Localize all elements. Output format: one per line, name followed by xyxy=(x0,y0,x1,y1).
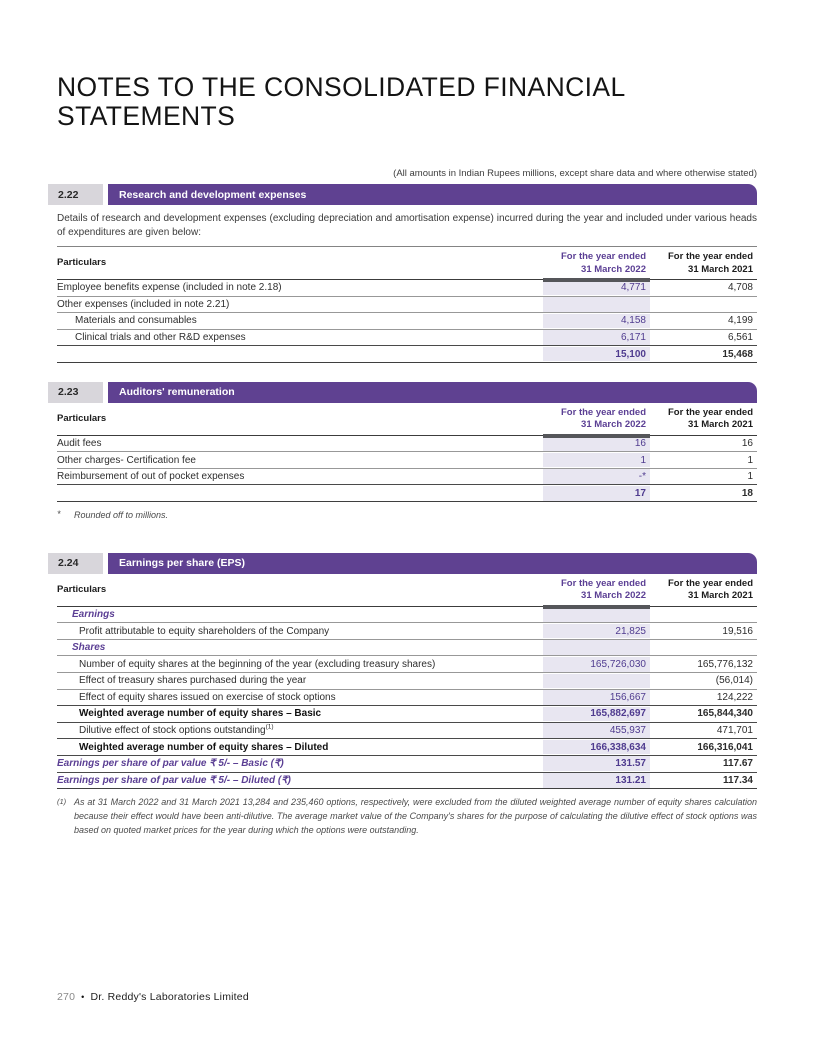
table-row xyxy=(57,756,757,773)
value-2022: 166,338,634 xyxy=(543,740,650,755)
value-2021: 18 xyxy=(741,487,753,499)
row-label: Number of equity shares at the beginning of the year (excluding treasury shares) xyxy=(79,658,436,670)
table-total-row xyxy=(57,346,757,363)
section-header-bar xyxy=(48,184,757,205)
row-label: Other expenses (included in note 2.21) xyxy=(57,298,230,310)
table-row xyxy=(57,739,757,756)
value-2021: (56,014) xyxy=(715,675,753,687)
value-2021: 471,701 xyxy=(716,725,753,737)
row-label: Profit attributable to equity shareholders of the Company xyxy=(79,625,330,637)
section-header-bar xyxy=(48,382,757,403)
column-header-2022: For the year ended 31 March 2022 xyxy=(561,577,646,602)
row-label: Effect of equity shares issued on exercise of stock options xyxy=(79,691,336,703)
table-row xyxy=(57,330,757,347)
value-2022: 165,726,030 xyxy=(543,657,650,672)
column-header-2022: For the year ended 31 March 2022 xyxy=(561,406,646,431)
auditors-remuneration-table xyxy=(57,403,757,502)
value-2021: 4,199 xyxy=(727,315,753,327)
value-2021: 117.67 xyxy=(722,758,753,770)
table-subheading-row xyxy=(57,607,757,624)
row-label: Weighted average number of equity shares – Diluted xyxy=(79,741,329,753)
value-2022: 6,171 xyxy=(543,330,650,345)
value-2022: 4,771 xyxy=(543,280,650,295)
section-number: 2.23 xyxy=(48,382,103,403)
rnd-expenses-table xyxy=(57,246,757,363)
row-label: Dilutive effect of stock options outstanding$^{(1)}$ xyxy=(79,723,274,737)
footnote-rounded-off xyxy=(57,509,757,523)
value-2022: 4,158 xyxy=(543,314,650,329)
value-2021: 6,561 xyxy=(727,332,753,344)
section-earnings-per-share xyxy=(48,553,757,838)
section-heading: Earnings per share (EPS) xyxy=(108,553,757,574)
row-label: Materials and consumables xyxy=(75,315,197,327)
column-header-particulars: Particulars xyxy=(57,413,107,425)
value-2022 xyxy=(543,297,650,312)
table-row xyxy=(57,706,757,723)
value-2022: 165,882,697 xyxy=(543,707,650,722)
value-2021: 4,708 xyxy=(727,282,753,294)
column-2022-highlight-bar xyxy=(543,605,650,609)
value-2021: 124,222 xyxy=(716,691,753,703)
table-row xyxy=(57,297,757,314)
value-2022: 156,667 xyxy=(543,690,650,705)
value-2021: 165,776,132 xyxy=(697,658,753,670)
row-label: Audit fees xyxy=(57,437,102,449)
table-row xyxy=(57,280,757,297)
value-2022 xyxy=(543,674,650,689)
value-2021: 19,516 xyxy=(722,625,753,637)
bullet-separator-icon: • xyxy=(81,992,85,1002)
value-2022: 16 xyxy=(543,436,650,451)
table-row xyxy=(57,313,757,330)
column-header-2021: For the year ended 31 March 2021 xyxy=(668,251,753,275)
value-2022: 1 xyxy=(543,453,650,468)
table-row xyxy=(57,469,757,486)
table-row xyxy=(57,773,757,790)
column-2022-highlight-bar xyxy=(543,278,650,282)
table-total-row xyxy=(57,485,757,502)
table-header-row xyxy=(57,574,757,607)
value-2022: 455,937 xyxy=(543,723,650,738)
page-footer xyxy=(57,991,249,1003)
value-2022: -* xyxy=(543,469,650,484)
table-row xyxy=(57,690,757,707)
table-subheading-row xyxy=(57,640,757,657)
eps-table xyxy=(57,574,757,789)
section-research-development xyxy=(48,184,757,363)
page-content xyxy=(48,0,757,838)
section-heading: Research and development expenses xyxy=(108,184,757,205)
row-label: Earnings per share of par value ₹ 5/- – Basic (₹) xyxy=(57,758,284,770)
amounts-note: (All amounts in Indian Rupees millions, except share data and where otherwise stated) xyxy=(393,168,757,180)
value-2022 xyxy=(543,607,650,622)
value-2022: 131.57 xyxy=(543,756,650,771)
column-header-2022: For the year ended 31 March 2022 xyxy=(561,251,646,275)
column-header-2021: For the year ended 31 March 2021 xyxy=(668,406,753,431)
value-2021: 1 xyxy=(747,454,753,466)
column-header-particulars: Particulars xyxy=(57,257,107,269)
value-2022: 17 xyxy=(543,486,650,501)
table-row xyxy=(57,623,757,640)
row-label: Clinical trials and other R&D expenses xyxy=(75,332,246,344)
value-2021: 165,844,340 xyxy=(697,708,753,720)
row-label: Effect of treasury shares purchased during the year xyxy=(79,675,307,687)
footnote-marker: (1) xyxy=(57,797,67,807)
table-row xyxy=(57,673,757,690)
section-number: 2.22 xyxy=(48,184,103,205)
page-number: 270 xyxy=(57,991,76,1003)
column-header-2021: For the year ended 31 March 2021 xyxy=(668,577,753,602)
column-header-particulars: Particulars xyxy=(57,584,107,596)
footnote-anti-dilutive xyxy=(57,796,757,838)
table-row xyxy=(57,723,757,740)
table-header-row xyxy=(57,403,757,436)
row-label: Weighted average number of equity shares – Basic xyxy=(79,708,322,720)
value-2022: 15,100 xyxy=(543,347,650,362)
table-row xyxy=(57,656,757,673)
value-2021: 117.34 xyxy=(722,774,753,786)
page-title: NOTES TO THE CONSOLIDATED FINANCIAL STATEMENTS xyxy=(57,72,625,132)
section-auditors-remuneration xyxy=(48,382,757,523)
column-2022-highlight-bar xyxy=(543,434,650,438)
row-label: Earnings xyxy=(72,608,115,620)
value-2022: 131.21 xyxy=(543,773,650,788)
row-label: Earnings per share of par value ₹ 5/- – Diluted (₹) xyxy=(57,774,291,786)
value-2021: 166,316,041 xyxy=(697,741,753,753)
row-label: Employee benefits expense (included in note 2.18) xyxy=(57,282,282,294)
table-row xyxy=(57,436,757,453)
row-label: Other charges- Certification fee xyxy=(57,454,196,466)
value-2021: 1 xyxy=(747,471,753,483)
section-number: 2.24 xyxy=(48,553,103,574)
section-intro: Details of research and development expenses (excluding depreciation and amortisation expense) incurred during the year and included under various heads of expenditures are given below: xyxy=(57,213,757,239)
table-row xyxy=(57,452,757,469)
footnote-marker: * xyxy=(57,509,61,519)
row-label: Reimbursement of out of pocket expenses xyxy=(57,471,245,483)
footnote-text: As at 31 March 2022 and 31 March 2021 13,284 and 235,460 options, respectively, were excluded from the diluted weighted average number of equity shares calculation because their effect would have been anti-dilutive. The average market value of the Company's shares for the purpose of calculating the dilutive effect of stock options was based on quoted market prices for the year during which the options were outstanding. xyxy=(74,797,757,836)
footnote-reference: (1) xyxy=(265,723,274,731)
value-2022 xyxy=(543,640,650,655)
company-name: Dr. Reddy's Laboratories Limited xyxy=(90,991,249,1003)
value-2021: 16 xyxy=(741,437,753,449)
section-header-bar xyxy=(48,553,757,574)
section-heading: Auditors' remuneration xyxy=(108,382,757,403)
value-2021: 15,468 xyxy=(722,348,753,360)
value-2022: 21,825 xyxy=(543,624,650,639)
row-label: Shares xyxy=(72,642,106,654)
table-header-row xyxy=(57,246,757,280)
footnote-text: Rounded off to millions. xyxy=(74,510,169,520)
